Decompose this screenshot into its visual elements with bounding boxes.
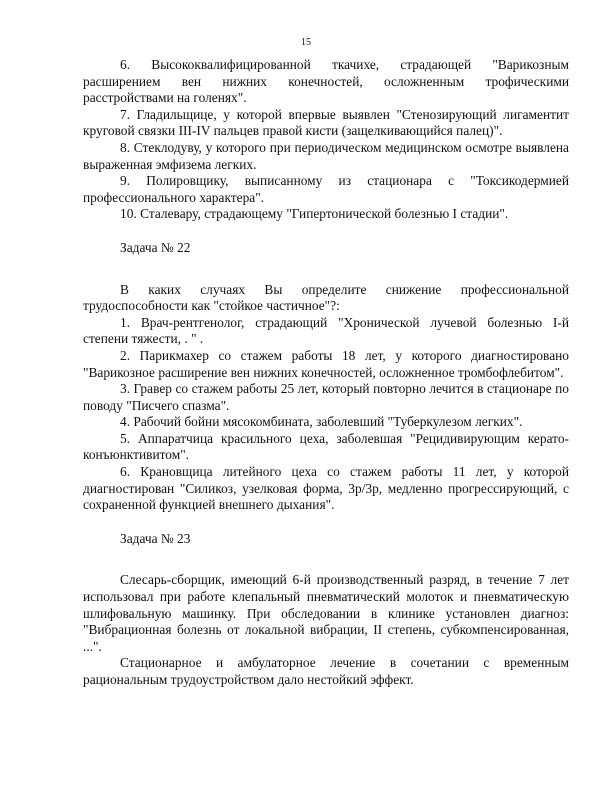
- task-22-title: Задача № 22: [120, 239, 191, 255]
- list-item: 8. Стеклодуву, у которого при периодическом медицинском осмотре выявлена выраженная эмфизема легких.: [83, 139, 569, 172]
- task-23-title: Задача № 23: [120, 530, 191, 546]
- list-item: 5. Аппаратчица красильного цеха, заболевшая "Рецидивирующим керато-конъюнктивитом".: [83, 430, 569, 463]
- list-item: 6. Высококвалифицированной ткачихе, страдающей "Варикозным расширением вен нижних конечностей, осложненным трофическими расстройствами на голенях".: [83, 57, 569, 106]
- task-22-question: В каких случаях Вы определите снижение профессиональной трудоспособности как "стойкое частичное"?:: [83, 281, 569, 314]
- page-number: 15: [301, 37, 311, 48]
- list-item: 9. Полировщику, выписанному из стационара с "Токсикодермией профессионального характера".: [83, 173, 569, 205]
- list-item: 2. Парикмахер со стажем работы 18 лет, у которого диагностировано "Варикозное расширение вен нижних конечностей, осложненное тромбофлебитом".: [83, 347, 569, 380]
- list-item: 6. Крановщица литейного цеха со стажем работы 11 лет, у которой диагностирован "Силикоз, узелковая форма, 3р/3р, медленно прогрессирующий, с сохраненной функцией внешнего дыхания".: [83, 464, 569, 513]
- list-item: 4. Рабочий бойни мясокомбината, заболевший "Туберкулезом легких".: [120, 414, 523, 430]
- list-item: 10. Сталевару, страдающему "Гипертонической болезнью I стадии".: [120, 206, 509, 222]
- list-item: 3. Гравер со стажем работы 25 лет, который повторно лечится в стационаре по поводу "Писчего спазма".: [83, 381, 569, 413]
- list-item: 7. Гладильщице, у которой впервые выявлен "Стенозирующий лигаментит круговой связки III-IV пальцев правой кисти (защелкивающийся палец)".: [83, 106, 569, 139]
- task-23-paragraph: Слесарь-сборщик, имеющий 6-й производственный разряд, в течение 7 лет использовал при работе клепальный пневматический молоток и пневматическую шлифовальную машинку. При обследовании в клинике установлен диагноз: "Вибрационная болезнь от локальной вибрации, II степень, субкомпенсированная, ...".: [83, 572, 569, 654]
- list-item: 1. Врач-рентгенолог, страдающий "Хронической лучевой болезнью I-й степени тяжести, . " .: [83, 314, 569, 347]
- task-23-paragraph: Стационарное и амбулаторное лечение в сочетании с временным рациональным трудоустройством дало нестойкий эффект.: [83, 655, 569, 687]
- document-body: [83, 57, 569, 689]
